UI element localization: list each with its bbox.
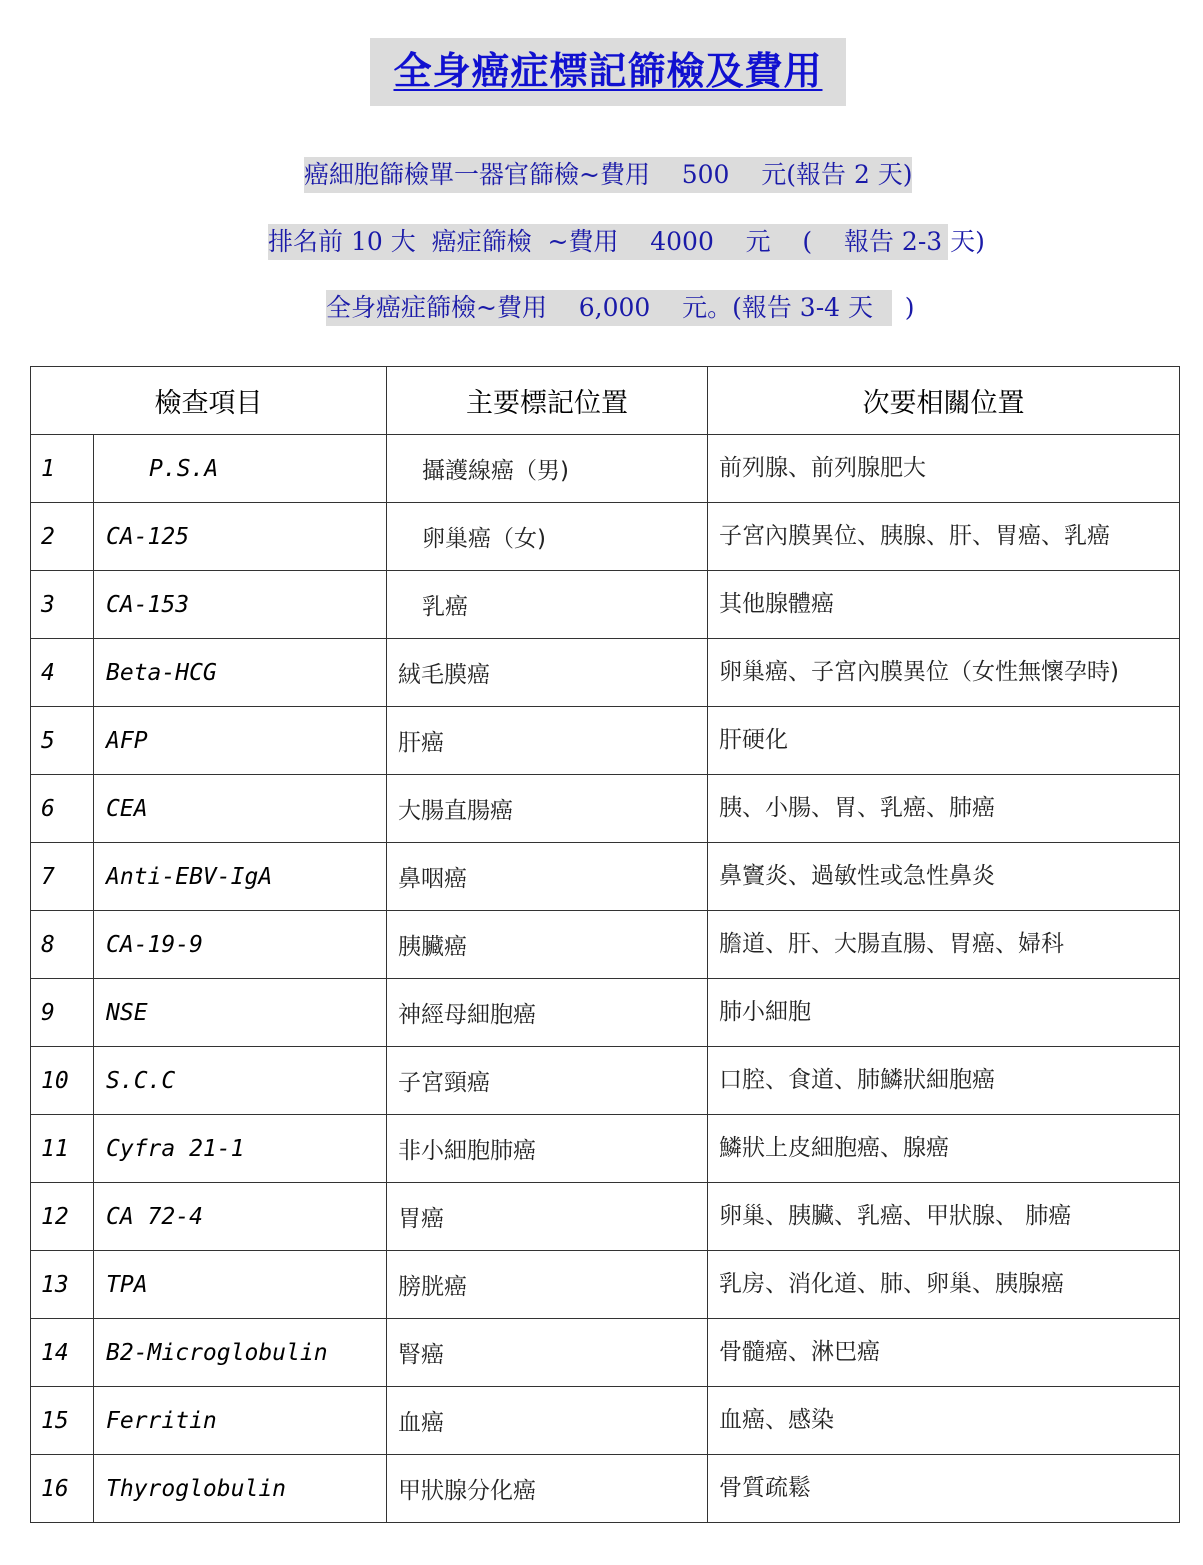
row-number: 16 xyxy=(31,1455,94,1523)
table-row xyxy=(31,775,1180,843)
table-body xyxy=(31,435,1180,1523)
main-location: 乳癌 xyxy=(387,571,708,639)
main-location: 胰臟癌 xyxy=(387,911,708,979)
row-number: 5 xyxy=(31,707,94,775)
secondary-location: 鱗狀上皮細胞癌、腺癌 xyxy=(708,1115,1180,1183)
main-location: 血癌 xyxy=(387,1387,708,1455)
test-item-name: CA 72-4 xyxy=(94,1183,387,1251)
secondary-location: 口腔、食道、肺鱗狀細胞癌 xyxy=(708,1047,1180,1115)
table-row xyxy=(31,1251,1180,1319)
row-number: 1 xyxy=(31,435,94,503)
test-item-name: Cyfra 21-1 xyxy=(94,1115,387,1183)
page-title: 全身癌症標記篩檢及費用 xyxy=(393,48,823,93)
main-location: 鼻咽癌 xyxy=(387,843,708,911)
secondary-location: 卵巢癌、子宮內膜異位（女性無懷孕時) xyxy=(708,639,1180,707)
main-location: 大腸直腸癌 xyxy=(387,775,708,843)
main-location: 卵巢癌（女) xyxy=(387,503,708,571)
test-item-name: CA-153 xyxy=(94,571,387,639)
main-location: 神經母細胞癌 xyxy=(387,979,708,1047)
test-item-name: B2-Microglobulin xyxy=(94,1319,387,1387)
main-location: 子宮頸癌 xyxy=(387,1047,708,1115)
test-item-name: P.S.A xyxy=(94,435,387,503)
table-row xyxy=(31,1183,1180,1251)
main-location: 膀胱癌 xyxy=(387,1251,708,1319)
row-number: 15 xyxy=(31,1387,94,1455)
row-number: 3 xyxy=(31,571,94,639)
secondary-location: 乳房、消化道、肺、卵巢、胰腺癌 xyxy=(708,1251,1180,1319)
test-item-name: AFP xyxy=(94,707,387,775)
table-row xyxy=(31,435,1180,503)
secondary-location: 肺小細胞 xyxy=(708,979,1180,1047)
title-banner xyxy=(370,38,846,106)
row-number: 10 xyxy=(31,1047,94,1115)
test-item-name: NSE xyxy=(94,979,387,1047)
test-item-name: CA-125 xyxy=(94,503,387,571)
row-number: 14 xyxy=(31,1319,94,1387)
row-number: 6 xyxy=(31,775,94,843)
main-location: 胃癌 xyxy=(387,1183,708,1251)
header-test-item: 檢查項目 xyxy=(31,367,387,435)
row-number: 4 xyxy=(31,639,94,707)
test-item-name: Anti-EBV-IgA xyxy=(94,843,387,911)
secondary-location: 骨質疏鬆 xyxy=(708,1455,1180,1523)
table-row xyxy=(31,1387,1180,1455)
table-row xyxy=(31,639,1180,707)
row-number: 11 xyxy=(31,1115,94,1183)
marker-table xyxy=(30,366,1180,1523)
main-location: 肝癌 xyxy=(387,707,708,775)
secondary-location: 胰、小腸、胃、乳癌、肺癌 xyxy=(708,775,1180,843)
table-row xyxy=(31,979,1180,1047)
test-item-name: Ferritin xyxy=(94,1387,387,1455)
table-header-row xyxy=(31,367,1180,435)
secondary-location: 前列腺、前列腺肥大 xyxy=(708,435,1180,503)
test-item-name: TPA xyxy=(94,1251,387,1319)
fee-line-single-organ: 癌細胞篩檢單一器官篩檢~費用 500 元(報告 2 天) xyxy=(304,157,912,193)
table-row xyxy=(31,707,1180,775)
fee-line-top10: 排名前 10 大 癌症篩檢 ~費用 4000 元 ( 報告 2-3 天) xyxy=(268,224,948,260)
row-number: 12 xyxy=(31,1183,94,1251)
test-item-name: S.C.C xyxy=(94,1047,387,1115)
table-row xyxy=(31,843,1180,911)
table-row xyxy=(31,503,1180,571)
row-number: 9 xyxy=(31,979,94,1047)
test-item-name: CA-19-9 xyxy=(94,911,387,979)
main-location: 非小細胞肺癌 xyxy=(387,1115,708,1183)
secondary-location: 子宮內膜異位、胰腺、肝、胃癌、乳癌 xyxy=(708,503,1180,571)
row-number: 7 xyxy=(31,843,94,911)
main-location: 絨毛膜癌 xyxy=(387,639,708,707)
test-item-name: Beta-HCG xyxy=(94,639,387,707)
table-row xyxy=(31,1115,1180,1183)
main-location: 攝護線癌（男) xyxy=(387,435,708,503)
main-location: 腎癌 xyxy=(387,1319,708,1387)
secondary-location: 卵巢、胰臟、乳癌、甲狀腺、 肺癌 xyxy=(708,1183,1180,1251)
table-row xyxy=(31,1319,1180,1387)
secondary-location: 血癌、感染 xyxy=(708,1387,1180,1455)
table-row xyxy=(31,571,1180,639)
secondary-location: 骨髓癌、淋巴癌 xyxy=(708,1319,1180,1387)
header-secondary-location: 次要相關位置 xyxy=(708,367,1180,435)
secondary-location: 其他腺體癌 xyxy=(708,571,1180,639)
secondary-location: 肝硬化 xyxy=(708,707,1180,775)
secondary-location: 膽道、肝、大腸直腸、胃癌、婦科 xyxy=(708,911,1180,979)
test-item-name: CEA xyxy=(94,775,387,843)
table-row xyxy=(31,1455,1180,1523)
header-main-location: 主要標記位置 xyxy=(387,367,708,435)
test-item-name: Thyroglobulin xyxy=(94,1455,387,1523)
table-row xyxy=(31,1047,1180,1115)
row-number: 2 xyxy=(31,503,94,571)
row-number: 13 xyxy=(31,1251,94,1319)
row-number: 8 xyxy=(31,911,94,979)
fee-line-full-body: 全身癌症篩檢~費用 6,000 元。(報告 3-4 天 ) xyxy=(326,290,892,326)
table-row xyxy=(31,911,1180,979)
main-location: 甲狀腺分化癌 xyxy=(387,1455,708,1523)
secondary-location: 鼻竇炎、過敏性或急性鼻炎 xyxy=(708,843,1180,911)
